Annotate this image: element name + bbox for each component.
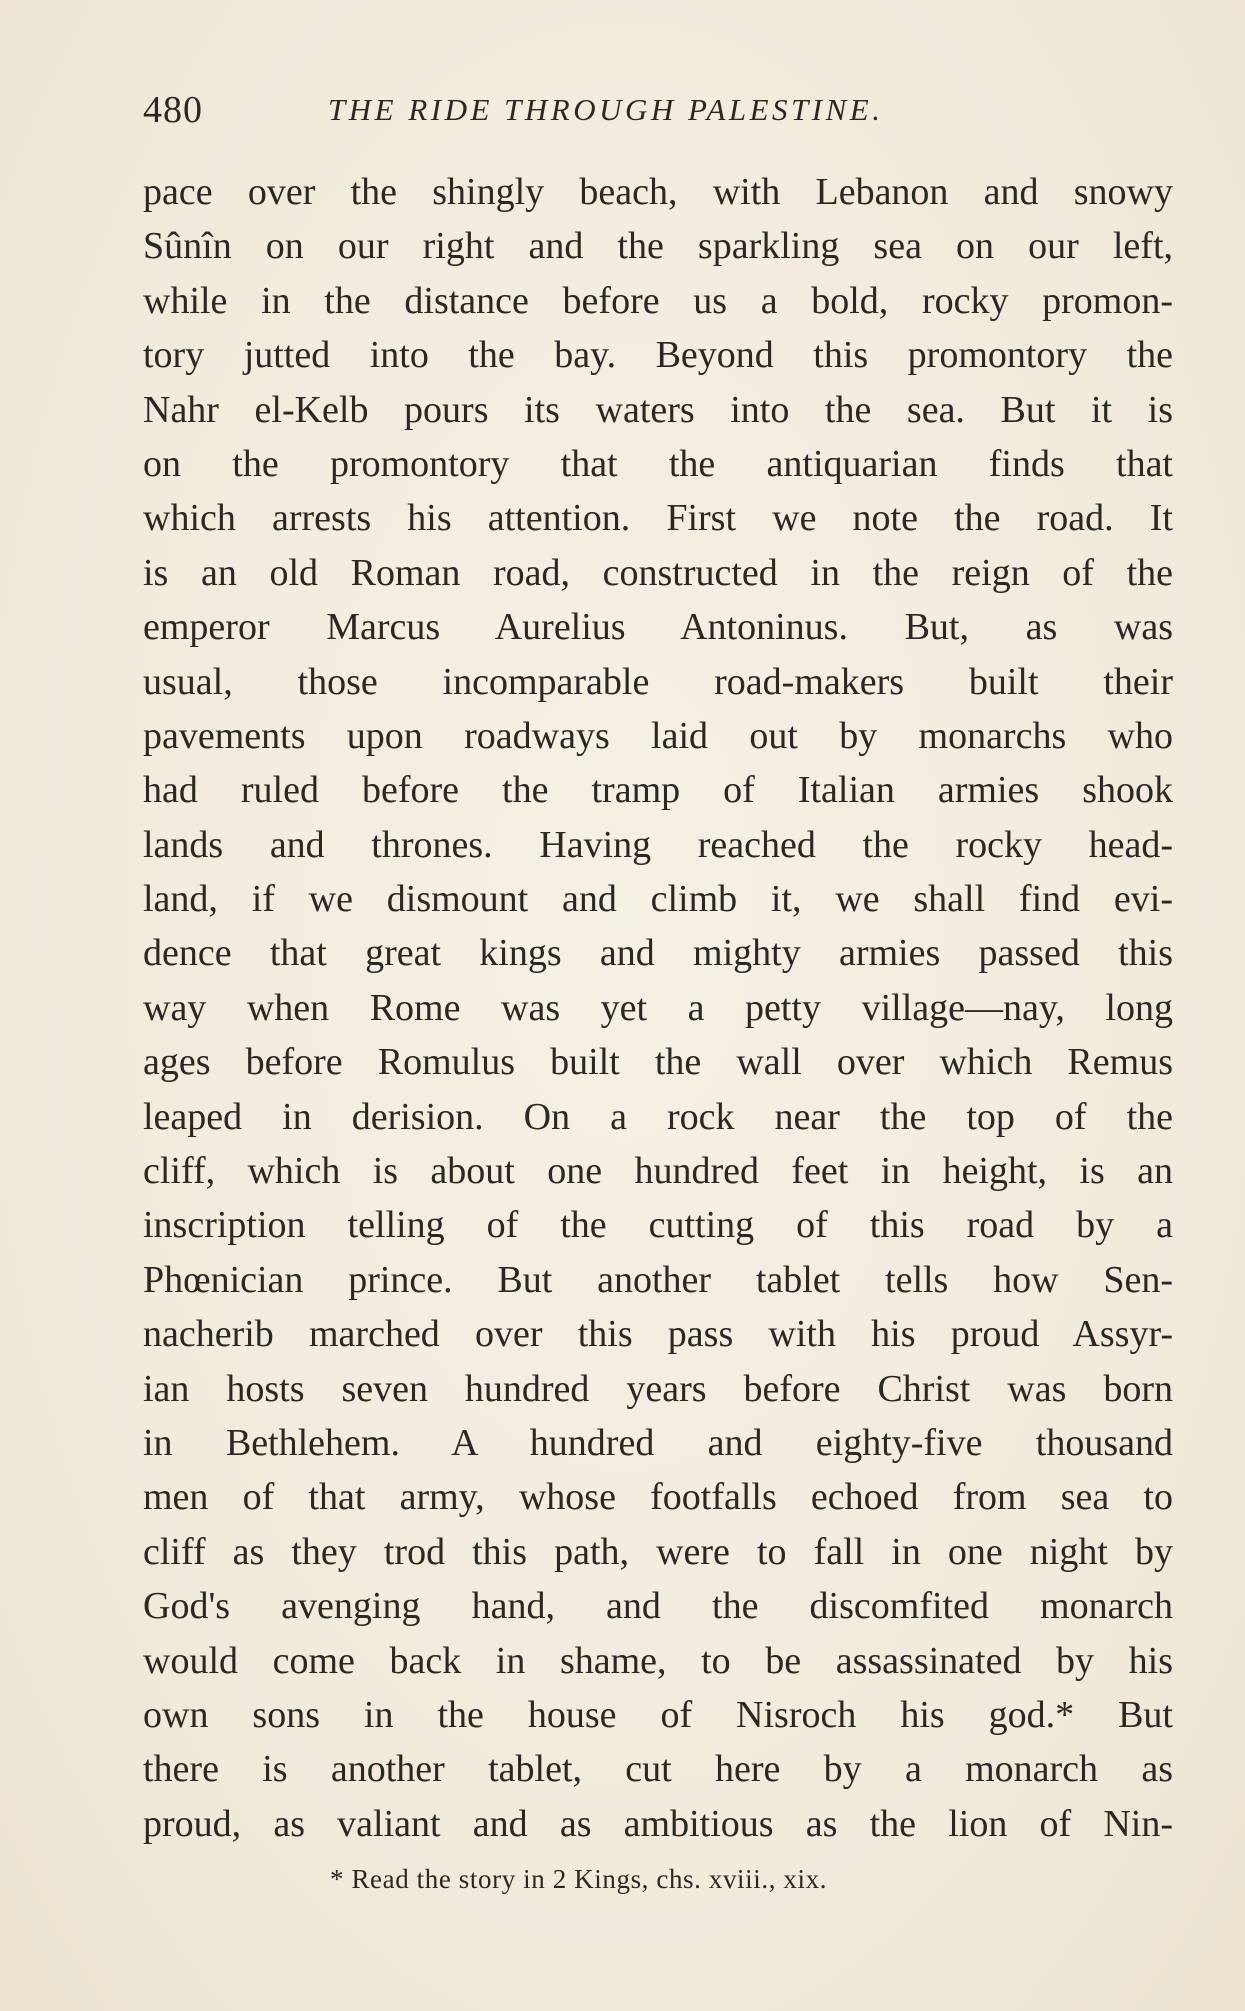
text-line: while in the distance before us a bold, rocky promon-: [143, 279, 1173, 322]
text-line: leaped in derision. On a rock near the top of the: [143, 1095, 1173, 1138]
text-line: emperor Marcus Aurelius Antoninus. But, as was: [143, 606, 1173, 649]
text-line: would come back in shame, to be assassinated by his: [143, 1639, 1173, 1682]
text-line: God's avenging hand, and the discomfited monarch: [143, 1585, 1173, 1628]
text-line: own sons in the house of Nisroch his god.* But: [143, 1693, 1173, 1736]
text-line: pace over the shingly beach, with Lebanon and snowy: [143, 171, 1173, 213]
text-line: Sûnîn on our right and the sparkling sea on our left,: [143, 225, 1173, 268]
text-line: on the promontory that the antiquarian finds that: [143, 442, 1173, 485]
text-line: pavements upon roadways laid out by monarchs who: [143, 714, 1173, 757]
text-line: men of that army, whose footfalls echoed from sea to: [143, 1476, 1173, 1519]
text-line: in Bethlehem. A hundred and eighty-five thousand: [143, 1421, 1173, 1464]
text-line: proud, as valiant and as ambitious as the lion of Nin-: [143, 1802, 1173, 1845]
text-line: Nahr el-Kelb pours its waters into the sea. But it is: [143, 388, 1173, 431]
page-number: 480: [143, 89, 203, 131]
text-line: usual, those incomparable road-makers built their: [143, 660, 1173, 703]
text-line: land, if we dismount and climb it, we shall find evi-: [143, 878, 1173, 921]
text-line: which arrests his attention. First we note the road. It: [143, 497, 1173, 540]
text-line: ian hosts seven hundred years before Christ was born: [143, 1367, 1173, 1410]
text-line: dence that great kings and mighty armies passed this: [143, 932, 1173, 975]
text-line: way when Rome was yet a petty village—nay, long: [143, 986, 1173, 1029]
text-line: cliff, which is about one hundred feet in height, is an: [143, 1150, 1173, 1193]
body-text: [143, 165, 1173, 1851]
text-line: had ruled before the tramp of Italian armies shook: [143, 769, 1173, 812]
text-line: cliff as they trod this path, were to fall in one night by: [143, 1530, 1173, 1573]
footnote: * Read the story in 2 Kings, chs. xviii., xix.: [330, 1864, 828, 1894]
text-line: Phœnician prince. But another tablet tells how Sen-: [143, 1258, 1173, 1301]
text-line: there is another tablet, cut here by a monarch as: [143, 1748, 1173, 1791]
text-line: tory jutted into the bay. Beyond this promontory the: [143, 334, 1173, 377]
text-line: nacherib marched over this pass with his proud Assyr-: [143, 1313, 1173, 1356]
text-line: ages before Romulus built the wall over which Remus: [143, 1041, 1173, 1084]
text-line: lands and thrones. Having reached the rocky head-: [143, 823, 1173, 866]
text-line: is an old Roman road, constructed in the reign of the: [143, 551, 1173, 594]
running-title: THE RIDE THROUGH PALESTINE.: [328, 92, 884, 127]
text-line: inscription telling of the cutting of this road by a: [143, 1204, 1173, 1247]
page-header: [143, 88, 1173, 138]
